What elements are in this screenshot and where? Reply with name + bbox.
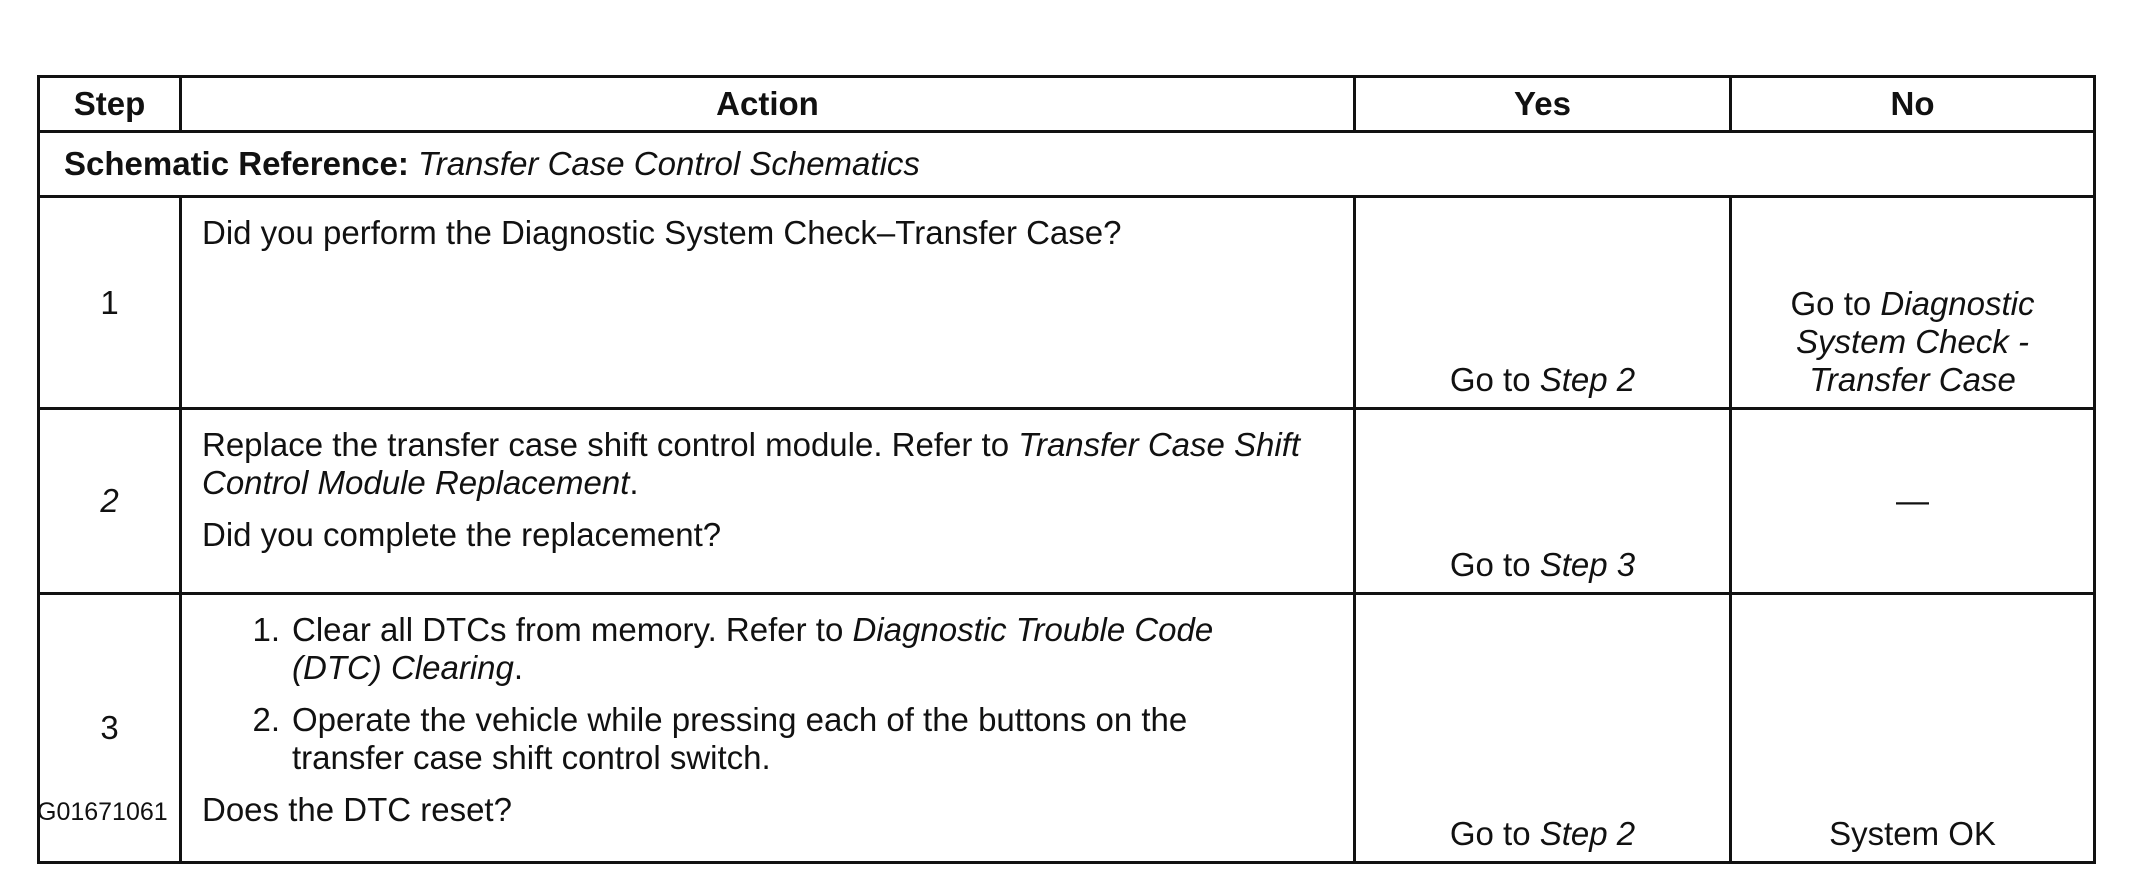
list-item-number: 1. — [252, 611, 280, 648]
instruction-suffix: . — [629, 463, 639, 501]
step-number: 2 — [39, 409, 181, 594]
action-cell — [181, 409, 1355, 594]
list-item-suffix: . — [513, 648, 524, 686]
schematic-reference-row — [39, 132, 2095, 197]
list-item-text: Operate the vehicle while pressing each of the buttons on the transfer case shift control switch. — [292, 700, 1188, 776]
header-step: Step — [39, 77, 181, 132]
yes-cell — [1355, 594, 1731, 863]
list-item-number: 2. — [252, 700, 280, 738]
table-header-row — [39, 77, 2095, 132]
header-yes: Yes — [1355, 77, 1731, 132]
action-cell — [181, 594, 1355, 863]
no-cell: — — [1731, 409, 2095, 594]
action-instruction — [202, 426, 1333, 502]
schematic-reference-cell — [39, 132, 2095, 197]
no-cell — [1731, 197, 2095, 409]
table-row — [39, 197, 2095, 409]
action-steps-list — [202, 611, 1333, 777]
diagnostic-table — [37, 75, 2096, 864]
yes-step-link[interactable]: Step 2 — [1539, 361, 1636, 399]
list-item — [202, 701, 1333, 777]
instruction-prefix: Replace the transfer case shift control module. Refer to — [202, 426, 1010, 463]
yes-cell — [1355, 409, 1731, 594]
no-link-line1[interactable]: Diagnostic — [1880, 285, 2035, 323]
action-question: Does the DTC reset? — [202, 790, 512, 828]
diagnostic-table-container — [37, 75, 2093, 864]
figure-id: G01671061 — [37, 798, 168, 826]
list-item-link[interactable]: Diagnostic Trouble Code (DTC) Clearing — [292, 611, 1214, 686]
list-item-text — [292, 611, 1272, 687]
yes-cell — [1355, 197, 1731, 409]
yes-prefix: Go to — [1449, 815, 1531, 853]
action-cell — [181, 197, 1355, 409]
action-question: Did you perform the Diagnostic System Check–Transfer Case? — [202, 214, 1122, 251]
no-prefix: Go to — [1790, 285, 1872, 323]
yes-step-link[interactable]: Step 2 — [1539, 815, 1636, 853]
list-item — [202, 611, 1333, 687]
no-cell: System OK — [1731, 594, 2095, 863]
yes-prefix: Go to — [1449, 361, 1531, 399]
schematic-reference-link[interactable]: Transfer Case Control Schematics — [418, 145, 920, 183]
table-row — [39, 409, 2095, 594]
list-item-prefix: Clear all DTCs from memory. Refer to — [292, 611, 844, 648]
yes-step-link[interactable]: Step 3 — [1539, 546, 1636, 584]
step-number: 1 — [39, 197, 181, 409]
step-number: 3 — [39, 594, 181, 863]
schematic-reference-label: Schematic Reference: — [64, 145, 409, 183]
instruction-link[interactable]: Transfer Case Shift Control Module Replacement — [202, 426, 1301, 501]
table-row — [39, 594, 2095, 863]
header-no: No — [1731, 77, 2095, 132]
action-question: Did you complete the replacement? — [202, 515, 722, 553]
no-link-line2[interactable]: System Check - — [1796, 323, 2029, 361]
no-link-line3[interactable]: Transfer Case — [1809, 361, 2016, 399]
yes-prefix: Go to — [1449, 546, 1531, 584]
header-action: Action — [181, 77, 1355, 132]
